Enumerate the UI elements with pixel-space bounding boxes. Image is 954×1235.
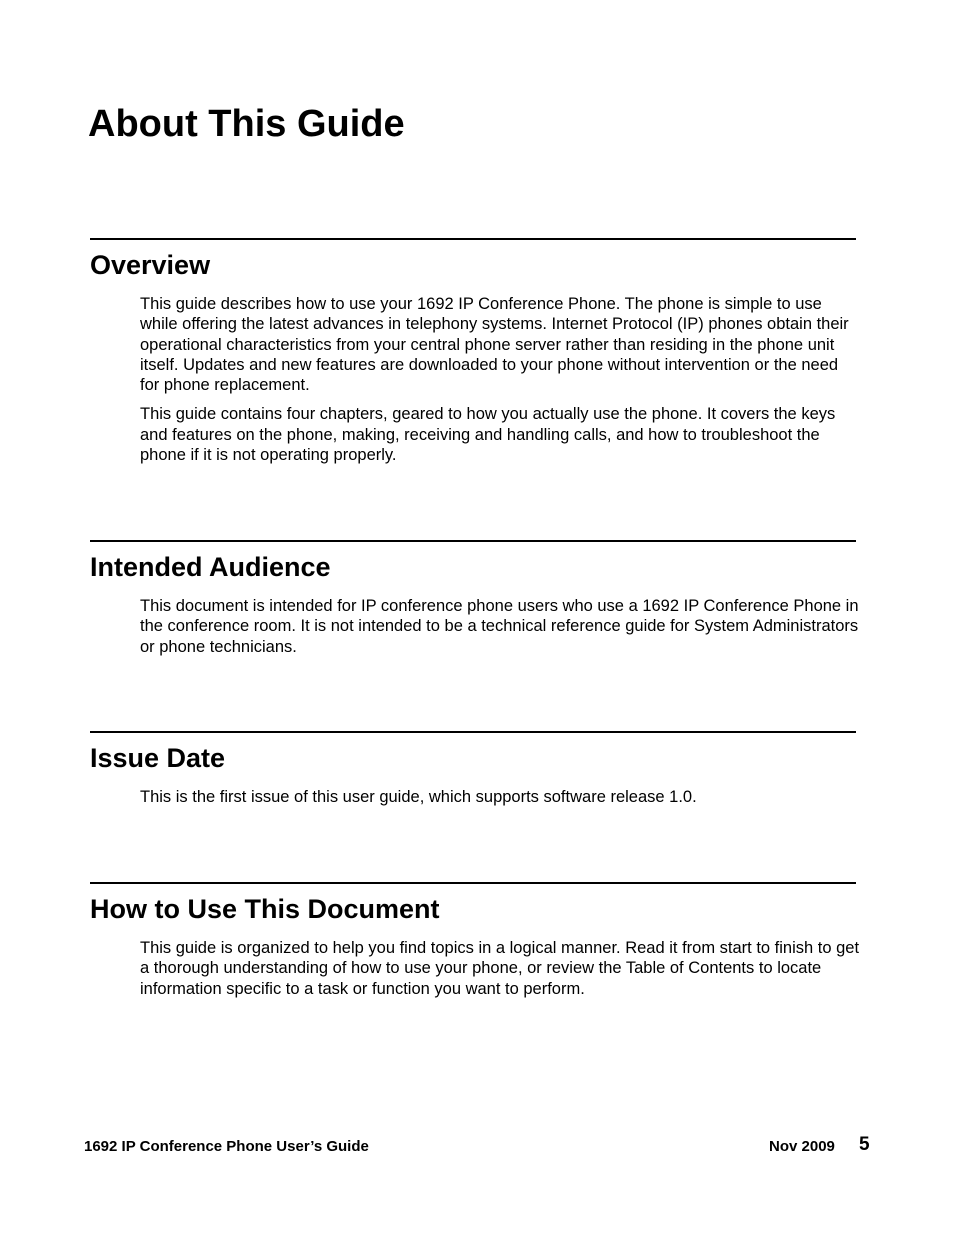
section-divider — [90, 238, 856, 240]
section-divider — [90, 540, 856, 542]
section-divider — [90, 882, 856, 884]
section-intended-audience — [90, 540, 859, 666]
paragraph: This guide is organized to help you find topics in a logical manner. Read it from start to finish to get a thorough understanding of how to use your phone, or review the Table of Contents to locate information specific to a task or function you want to perform. — [140, 939, 860, 998]
section-heading-how-to-use: How to Use This Document — [90, 894, 440, 924]
page-footer — [84, 1134, 874, 1158]
section-heading-intended-audience: Intended Audience — [90, 552, 331, 582]
section-heading-issue-date: Issue Date — [90, 743, 226, 773]
section-body-issue-date — [140, 787, 860, 807]
paragraph: This guide describes how to use your 1692 IP Conference Phone. The phone is simple to use while offering the latest advances in telephony systems. Internet Protocol (IP) phones obtain their operational characteristics from your central phone server rather than residing in the phone unit itself. Updates and new features are downloaded to your phone without intervention or the need for phone replacement. — [140, 295, 849, 395]
section-divider — [90, 731, 856, 733]
footer-date: Nov 2009 — [769, 1138, 835, 1155]
section-issue-date — [90, 731, 856, 816]
footer-page-number: 5 — [859, 1134, 870, 1155]
section-overview — [90, 238, 856, 474]
section-body-intended-audience — [140, 596, 860, 657]
paragraph: This guide contains four chapters, geared to how you actually use the phone. It covers the keys and features on the phone, making, receiving and handling calls, and how to troubleshoot the phone if it is not operating properly. — [140, 405, 836, 465]
page-title: About This Guide — [88, 103, 405, 145]
footer-document-title: 1692 IP Conference Phone User’s Guide — [84, 1138, 369, 1155]
section-how-to-use — [90, 882, 860, 1008]
section-body-how-to-use — [140, 938, 860, 999]
paragraph: This is the first issue of this user guide, which supports software release 1.0. — [140, 788, 697, 806]
section-body-overview — [140, 294, 860, 465]
section-heading-overview: Overview — [90, 250, 211, 280]
paragraph: This document is intended for IP conference phone users who use a 1692 IP Conference Phone in the conference room. It is not intended to be a technical reference guide for System Administrators or phone technicians. — [140, 597, 859, 656]
